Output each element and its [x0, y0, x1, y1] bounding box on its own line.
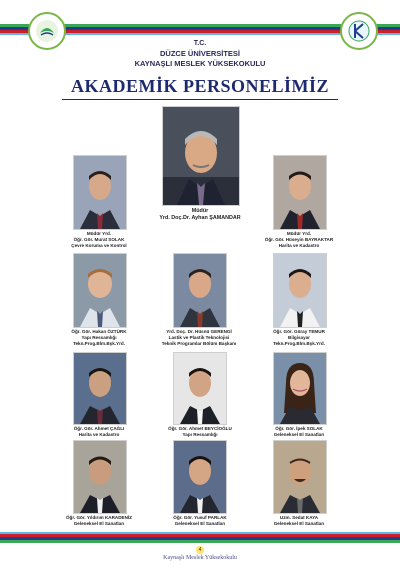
director-name: Yrd. Doç.Dr. Ayhan ŞAMANDAR	[159, 215, 241, 221]
staff-caption-line: Harita ve Kadastro	[278, 243, 320, 248]
header-line1: T.C.	[193, 40, 207, 47]
staff-photo	[173, 253, 227, 328]
staff-caption-line: Yrd. Doç. Dr. Hüsnü GERENGİ	[166, 329, 232, 334]
staff-caption-line: Öğr. Gör. Ahmet ÇAĞLI	[73, 426, 125, 431]
staff-photo	[273, 352, 327, 425]
page-number: 4	[196, 546, 204, 554]
staff-caption-line: Tekn.Prog.Blm.Bşk.Yrd.	[73, 341, 125, 346]
staff-caption-line: Müdür Yrd.	[286, 231, 312, 236]
staff-photo	[73, 253, 127, 328]
staff-caption-line: Tekn.Prog.Blm.Bşk.Yrd.	[273, 341, 325, 346]
staff-caption-line: Geleneksel El Sanatları	[73, 521, 125, 526]
staff-caption-line: Öğr. Gör. Hüseyin BAYRAKTAR	[264, 237, 334, 242]
staff-caption-line: Lastik ve Plastik Teknolojisi	[168, 335, 230, 340]
header-university: DÜZCE ÜNİVERSİTESİ	[159, 49, 240, 58]
staff-caption-line: Öğr. Gör. Güray TEMUR	[273, 329, 325, 334]
staff-caption	[156, 426, 244, 438]
staff-caption	[150, 329, 248, 347]
staff-caption-line: Öğr. Gör. Hakan ÖZTÜRK	[71, 329, 127, 334]
staff-caption-line: Teknik Programlar Bölüm Başkanı	[161, 341, 237, 346]
director-caption	[130, 208, 270, 222]
staff-caption-line: Geleneksel El Sanatları	[273, 521, 325, 526]
director-role: Müdür	[191, 208, 209, 214]
bottom-stripes	[0, 532, 400, 543]
staff-caption-line: Bilgisayar	[288, 335, 310, 340]
staff-caption-line: Yapı Ressamlığı	[182, 432, 218, 437]
staff-photo	[73, 352, 127, 425]
staff-caption-line: Öğr. Gör. Yıldırım KARADENİZ	[65, 515, 133, 520]
staff-caption-line: Öğr. Gör. Murat SOLAK	[73, 237, 125, 242]
staff-caption-line: Geleneksel El Sanatları	[273, 432, 325, 437]
staff-caption	[256, 231, 342, 249]
staff-caption	[256, 515, 342, 527]
staff-caption	[156, 515, 244, 527]
staff-caption-line: Çevre Koruma ve Kontrol	[71, 243, 127, 248]
footer-text: Kaynaşlı Meslek Yüksekokulu	[163, 555, 237, 561]
title-underline	[62, 99, 338, 100]
director-photo	[162, 106, 240, 206]
page-title: AKADEMİK PERSONELİMİZ	[70, 76, 330, 96]
staff-caption	[58, 426, 140, 438]
staff-caption	[58, 231, 140, 249]
staff-photo	[273, 155, 327, 230]
staff-caption-line: Müdür Yrd.	[86, 231, 112, 236]
staff-caption	[256, 329, 342, 347]
staff-caption-line: Uzm. Sedat KAYA	[279, 515, 319, 520]
staff-caption	[56, 515, 142, 527]
staff-caption-line: Yapı Ressamlığı	[81, 335, 117, 340]
staff-caption	[58, 329, 140, 347]
header-school: KAYNAŞLI MESLEK YÜKSEKOKULU	[134, 59, 266, 68]
staff-photo	[273, 440, 327, 514]
staff-photo	[73, 155, 127, 230]
staff-photo	[73, 440, 127, 514]
staff-photo	[173, 352, 227, 425]
staff-caption-line: Öğr. Gör. Yusuf PARLAK	[173, 515, 227, 520]
staff-photo	[173, 440, 227, 514]
staff-caption	[256, 426, 342, 438]
staff-photo	[273, 253, 327, 328]
staff-caption-line: Öğr. Gör. İpek SOLAK	[275, 426, 323, 431]
staff-caption-line: Harita ve Kadastro	[78, 432, 120, 437]
staff-caption-line: Geleneksel El Sanatları	[174, 521, 226, 526]
staff-caption-line: Öğr. Gör. Ahmet BEYCİOĞLU	[168, 426, 232, 431]
